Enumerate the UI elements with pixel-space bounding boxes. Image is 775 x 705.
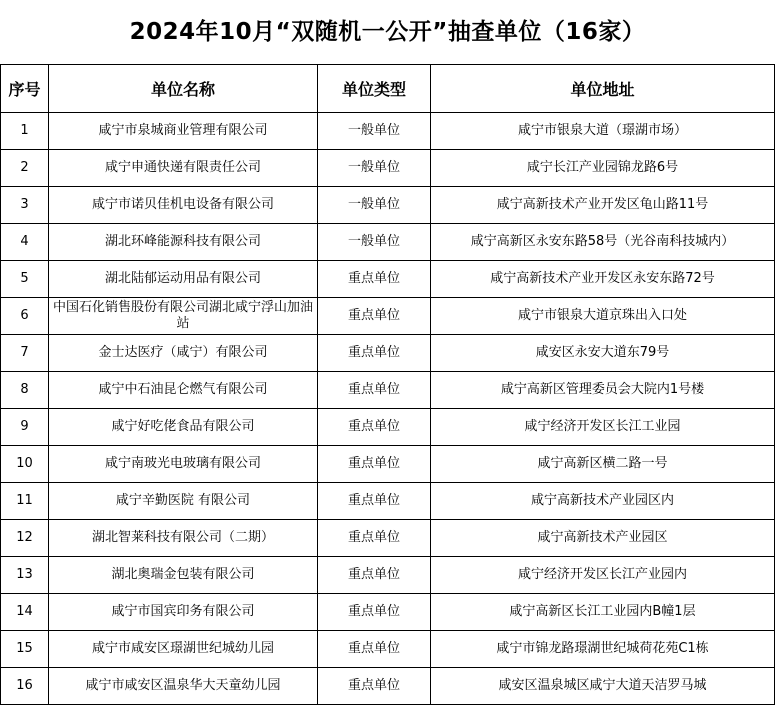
cell-name: 咸宁好吃佬食品有限公司 <box>49 409 318 446</box>
cell-type: 重点单位 <box>318 594 431 631</box>
cell-seq: 16 <box>1 668 49 705</box>
table-row <box>1 631 775 668</box>
cell-seq: 14 <box>1 594 49 631</box>
cell-address: 咸宁高新技术产业园区内 <box>431 483 775 520</box>
table-row <box>1 594 775 631</box>
cell-address: 咸宁高新技术产业开发区龟山路11号 <box>431 187 775 224</box>
cell-seq: 2 <box>1 150 49 187</box>
cell-type: 一般单位 <box>318 224 431 261</box>
cell-seq: 9 <box>1 409 49 446</box>
cell-seq: 12 <box>1 520 49 557</box>
cell-address: 咸宁高新技术产业园区 <box>431 520 775 557</box>
cell-name: 咸宁市咸安区温泉华大天童幼儿园 <box>49 668 318 705</box>
cell-type: 重点单位 <box>318 261 431 298</box>
cell-address: 咸宁经济开发区长江产业园内 <box>431 557 775 594</box>
cell-type: 重点单位 <box>318 520 431 557</box>
cell-address: 咸宁高新区横二路一号 <box>431 446 775 483</box>
inspection-table <box>0 64 775 705</box>
table-row <box>1 446 775 483</box>
table-row <box>1 335 775 372</box>
cell-type: 重点单位 <box>318 446 431 483</box>
table-row <box>1 483 775 520</box>
cell-name: 咸宁申通快递有限责任公司 <box>49 150 318 187</box>
cell-address: 咸宁高新区永安东路58号（光谷南科技城内） <box>431 224 775 261</box>
cell-seq: 8 <box>1 372 49 409</box>
cell-type: 重点单位 <box>318 335 431 372</box>
cell-name: 咸宁南玻光电玻璃有限公司 <box>49 446 318 483</box>
cell-seq: 10 <box>1 446 49 483</box>
cell-seq: 7 <box>1 335 49 372</box>
table-body <box>1 113 775 705</box>
cell-name: 中国石化销售股份有限公司湖北咸宁浮山加油站 <box>49 298 318 335</box>
table-row <box>1 372 775 409</box>
header-address: 单位地址 <box>431 65 775 113</box>
cell-seq: 1 <box>1 113 49 150</box>
cell-seq: 5 <box>1 261 49 298</box>
page-title: 2024年10月“双随机一公开”抽查单位（16家） <box>129 19 646 45</box>
cell-address: 咸宁经济开发区长江工业园 <box>431 409 775 446</box>
cell-type: 重点单位 <box>318 372 431 409</box>
cell-type: 重点单位 <box>318 409 431 446</box>
cell-address: 咸宁高新区管理委员会大院内1号楼 <box>431 372 775 409</box>
cell-name: 咸宁中石油昆仑燃气有限公司 <box>49 372 318 409</box>
header-name: 单位名称 <box>49 65 318 113</box>
cell-name: 湖北智莱科技有限公司（二期） <box>49 520 318 557</box>
cell-address: 咸宁市锦龙路璟湖世纪城荷花苑C1栋 <box>431 631 775 668</box>
cell-seq: 11 <box>1 483 49 520</box>
cell-type: 一般单位 <box>318 187 431 224</box>
table-row <box>1 668 775 705</box>
table-row <box>1 224 775 261</box>
cell-seq: 3 <box>1 187 49 224</box>
cell-type: 重点单位 <box>318 631 431 668</box>
cell-address: 咸宁长江产业园锦龙路6号 <box>431 150 775 187</box>
cell-type: 重点单位 <box>318 298 431 335</box>
cell-address: 咸宁高新区长江工业园内B幢1层 <box>431 594 775 631</box>
table-row <box>1 261 775 298</box>
cell-type: 重点单位 <box>318 557 431 594</box>
cell-type: 一般单位 <box>318 113 431 150</box>
cell-seq: 15 <box>1 631 49 668</box>
cell-address: 咸宁高新技术产业开发区永安东路72号 <box>431 261 775 298</box>
cell-name: 湖北陆郁运动用品有限公司 <box>49 261 318 298</box>
cell-seq: 13 <box>1 557 49 594</box>
table-row <box>1 557 775 594</box>
table-header-row <box>1 65 775 113</box>
cell-name: 咸宁市咸安区璟湖世纪城幼儿园 <box>49 631 318 668</box>
cell-name: 湖北环峰能源科技有限公司 <box>49 224 318 261</box>
table-row <box>1 409 775 446</box>
cell-name: 咸宁市国宾印务有限公司 <box>49 594 318 631</box>
cell-seq: 6 <box>1 298 49 335</box>
cell-name: 金士达医疗（咸宁）有限公司 <box>49 335 318 372</box>
table-row <box>1 187 775 224</box>
header-seq: 序号 <box>1 65 49 113</box>
header-type: 单位类型 <box>318 65 431 113</box>
table-row <box>1 150 775 187</box>
cell-name: 湖北奥瑞金包装有限公司 <box>49 557 318 594</box>
table-row <box>1 520 775 557</box>
cell-type: 一般单位 <box>318 150 431 187</box>
cell-address: 咸宁市银泉大道京珠出入口处 <box>431 298 775 335</box>
cell-name: 咸宁市诺贝佳机电设备有限公司 <box>49 187 318 224</box>
table-row <box>1 113 775 150</box>
cell-address: 咸宁市银泉大道（璟湖市场） <box>431 113 775 150</box>
cell-address: 咸安区温泉城区咸宁大道天洁罗马城 <box>431 668 775 705</box>
cell-type: 重点单位 <box>318 483 431 520</box>
cell-seq: 4 <box>1 224 49 261</box>
cell-name: 咸宁市泉城商业管理有限公司 <box>49 113 318 150</box>
table-row <box>1 298 775 335</box>
cell-type: 重点单位 <box>318 668 431 705</box>
cell-address: 咸安区永安大道东79号 <box>431 335 775 372</box>
cell-name: 咸宁辛勤医院 有限公司 <box>49 483 318 520</box>
